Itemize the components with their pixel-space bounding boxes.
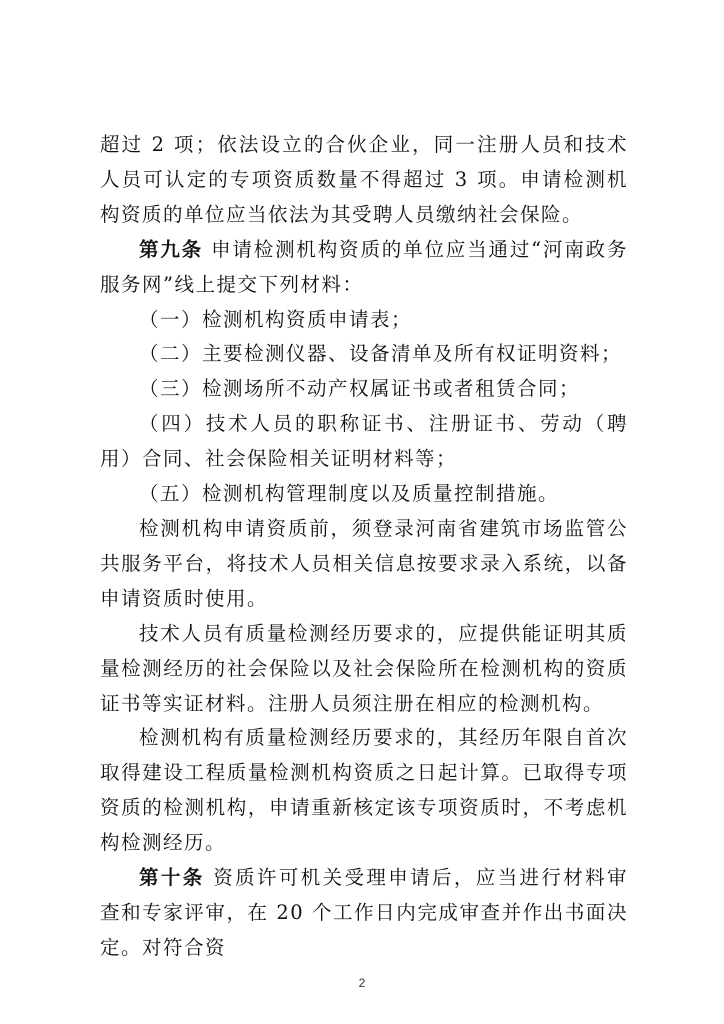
list-item-2 — [100, 337, 628, 372]
paragraph-text: 申请检测机构资质的单位应当通过“河南政务服务网”线上提交下列材料： — [100, 237, 628, 296]
paragraph-text: （三）检测场所不动产权属证书或者租赁合同； — [139, 377, 581, 401]
paragraph-text: 检测机构申请资质前，须登录河南省建筑市场监管公共服务平台，将技术人员相关信息按要求录入系统，以备申请资质时使用。 — [100, 516, 628, 610]
article-heading: 第九条 — [139, 237, 204, 261]
list-item-3 — [100, 372, 628, 407]
paragraph-1 — [100, 128, 628, 233]
paragraph-text: 资质许可机关受理申请后，应当进行材料审查和专家评审，在 20 个工作日内完成审查并作出书面决定。对符合资 — [100, 866, 628, 959]
paragraph-platform — [100, 512, 628, 617]
paragraph-text: 超过 2 项；依法设立的合伙企业，同一注册人员和技术人员可认定的专项资质数量不得超过 3 项。申请检测机构资质的单位应当依法为其受聘人员缴纳社会保险。 — [100, 133, 628, 226]
list-item-5 — [100, 477, 628, 512]
paragraph-text: （二）主要检测仪器、设备清单及所有权证明资料； — [139, 342, 623, 366]
paragraph-text: （五）检测机构管理制度以及质量控制措施。 — [139, 482, 560, 506]
body-text — [100, 128, 628, 966]
paragraph-institution-experience — [100, 721, 628, 861]
list-item-4 — [100, 407, 628, 477]
paragraph-personnel-experience — [100, 617, 628, 722]
list-item-1 — [100, 303, 628, 338]
paragraph-text: （四）技术人员的职称证书、注册证书、劳动（聘用）合同、社会保险相关证明材料等； — [100, 412, 628, 471]
page-number: 2 — [358, 976, 366, 990]
paragraph-article-9 — [100, 233, 628, 303]
paragraph-article-10 — [100, 861, 628, 966]
paragraph-text: 技术人员有质量检测经历要求的，应提供能证明其质量检测经历的社会保险以及社会保险所在检测机构的资质证书等实证材料。注册人员须注册在相应的检测机构。 — [100, 621, 628, 715]
paragraph-text: 检测机构有质量检测经历要求的，其经历年限自首次取得建设工程质量检测机构资质之日起计算。已取得专项资质的检测机构，申请重新核定该专项资质时，不考虑机构检测经历。 — [100, 726, 628, 855]
paragraph-text: （一）检测机构资质申请表； — [139, 307, 413, 331]
article-heading: 第十条 — [139, 866, 205, 890]
